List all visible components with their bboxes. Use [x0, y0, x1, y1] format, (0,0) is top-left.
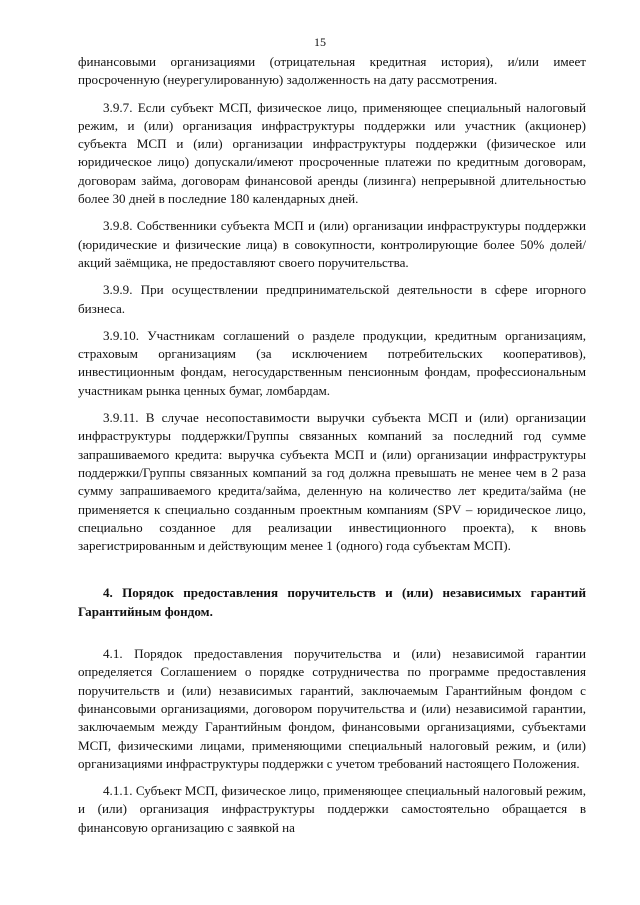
paragraph-3-9-10: 3.9.10. Участникам соглашений о разделе продукции, кредитным организациям, страховым организациям (за исключением потребительских кооперативов), инвестиционным фондам, негосударственным пенсионным фондам, профессиональным участникам рынка ценных бумаг, ломбардам. — [78, 327, 586, 398]
page-number: 15 — [314, 35, 326, 49]
paragraph-continued: финансовыми организациями (отрицательная кредитная история), и/или имеет просроченную (неурегулированную) задолженность на дату рассмотрения. — [78, 54, 586, 88]
section-4-heading: 4. Порядок предоставления поручительств и (или) независимых гарантий Гарантийным фондом. — [78, 585, 586, 619]
document-body — [78, 53, 586, 846]
paragraph-3-9-8: 3.9.8. Собственники субъекта МСП и (или) организации инфраструктуры поддержки (юридические и физические лица) в совокупности, контролирующие более 50% долей/акций заёмщика, не предоставляют своего поручительства. — [78, 218, 586, 270]
paragraph-3-9-11: 3.9.11. В случае несопоставимости выручки субъекта МСП и (или) организации инфраструктуры поддержки/Группы связанных компаний за последний год сумме запрашиваемого кредита: выручка субъекта МСП и (или) организации инфраструктуры поддержки/Группы связанных компаний за год должна превышать не менее чем в 2 раза сумму запрашиваемого кредита/займа, деленную на количество лет кредита/займа (не применяется к специально созданным проектным компаниям (SPV – юридическое лицо, специально созданное для реализации инвестиционного проекта), к вновь зарегистрированным и действующим менее 1 (одного) года субъектам МСП). — [78, 410, 586, 554]
paragraph-4-1-1: 4.1.1. Субъект МСП, физическое лицо, применяющее специальный налоговый режим, и (или) организация инфраструктуры поддержки самостоятельно обращается в финансовую организацию с заявкой на — [78, 783, 586, 835]
paragraph-3-9-7: 3.9.7. Если субъект МСП, физическое лицо, применяющее специальный налоговый режим, и (или) организация инфраструктуры поддержки или участник (акционер) субъекта МСП и (или) организации инфраструктуры поддержки (физическое или юридическое лицо) допускали/имеют просроченные платежи по кредитным договорам, договорам займа, договорам финансовой аренды (лизинга) непрерывной длительностью более 30 дней в последние 180 календарных дней. — [78, 99, 586, 207]
paragraph-3-9-9: 3.9.9. При осуществлении предпринимательской деятельности в сфере игорного бизнеса. — [78, 282, 586, 316]
paragraph-4-1: 4.1. Порядок предоставления поручительства и (или) независимой гарантии определяется Соглашением о порядке сотрудничества по программе предоставления поручительств и (или) независимых гарантий, заключаемым Гарантийным фондом с финансовыми организациями, договором поручительства и (или) независимой гарантии, заключаемым между Гарантийным фондом, финансовыми организациями, субъектами МСП, физическими лицами, применяющими специальный налоговый режим, и (или) организациями инфраструктуры поддержки с учетом требований настоящего Положения. — [78, 646, 586, 771]
